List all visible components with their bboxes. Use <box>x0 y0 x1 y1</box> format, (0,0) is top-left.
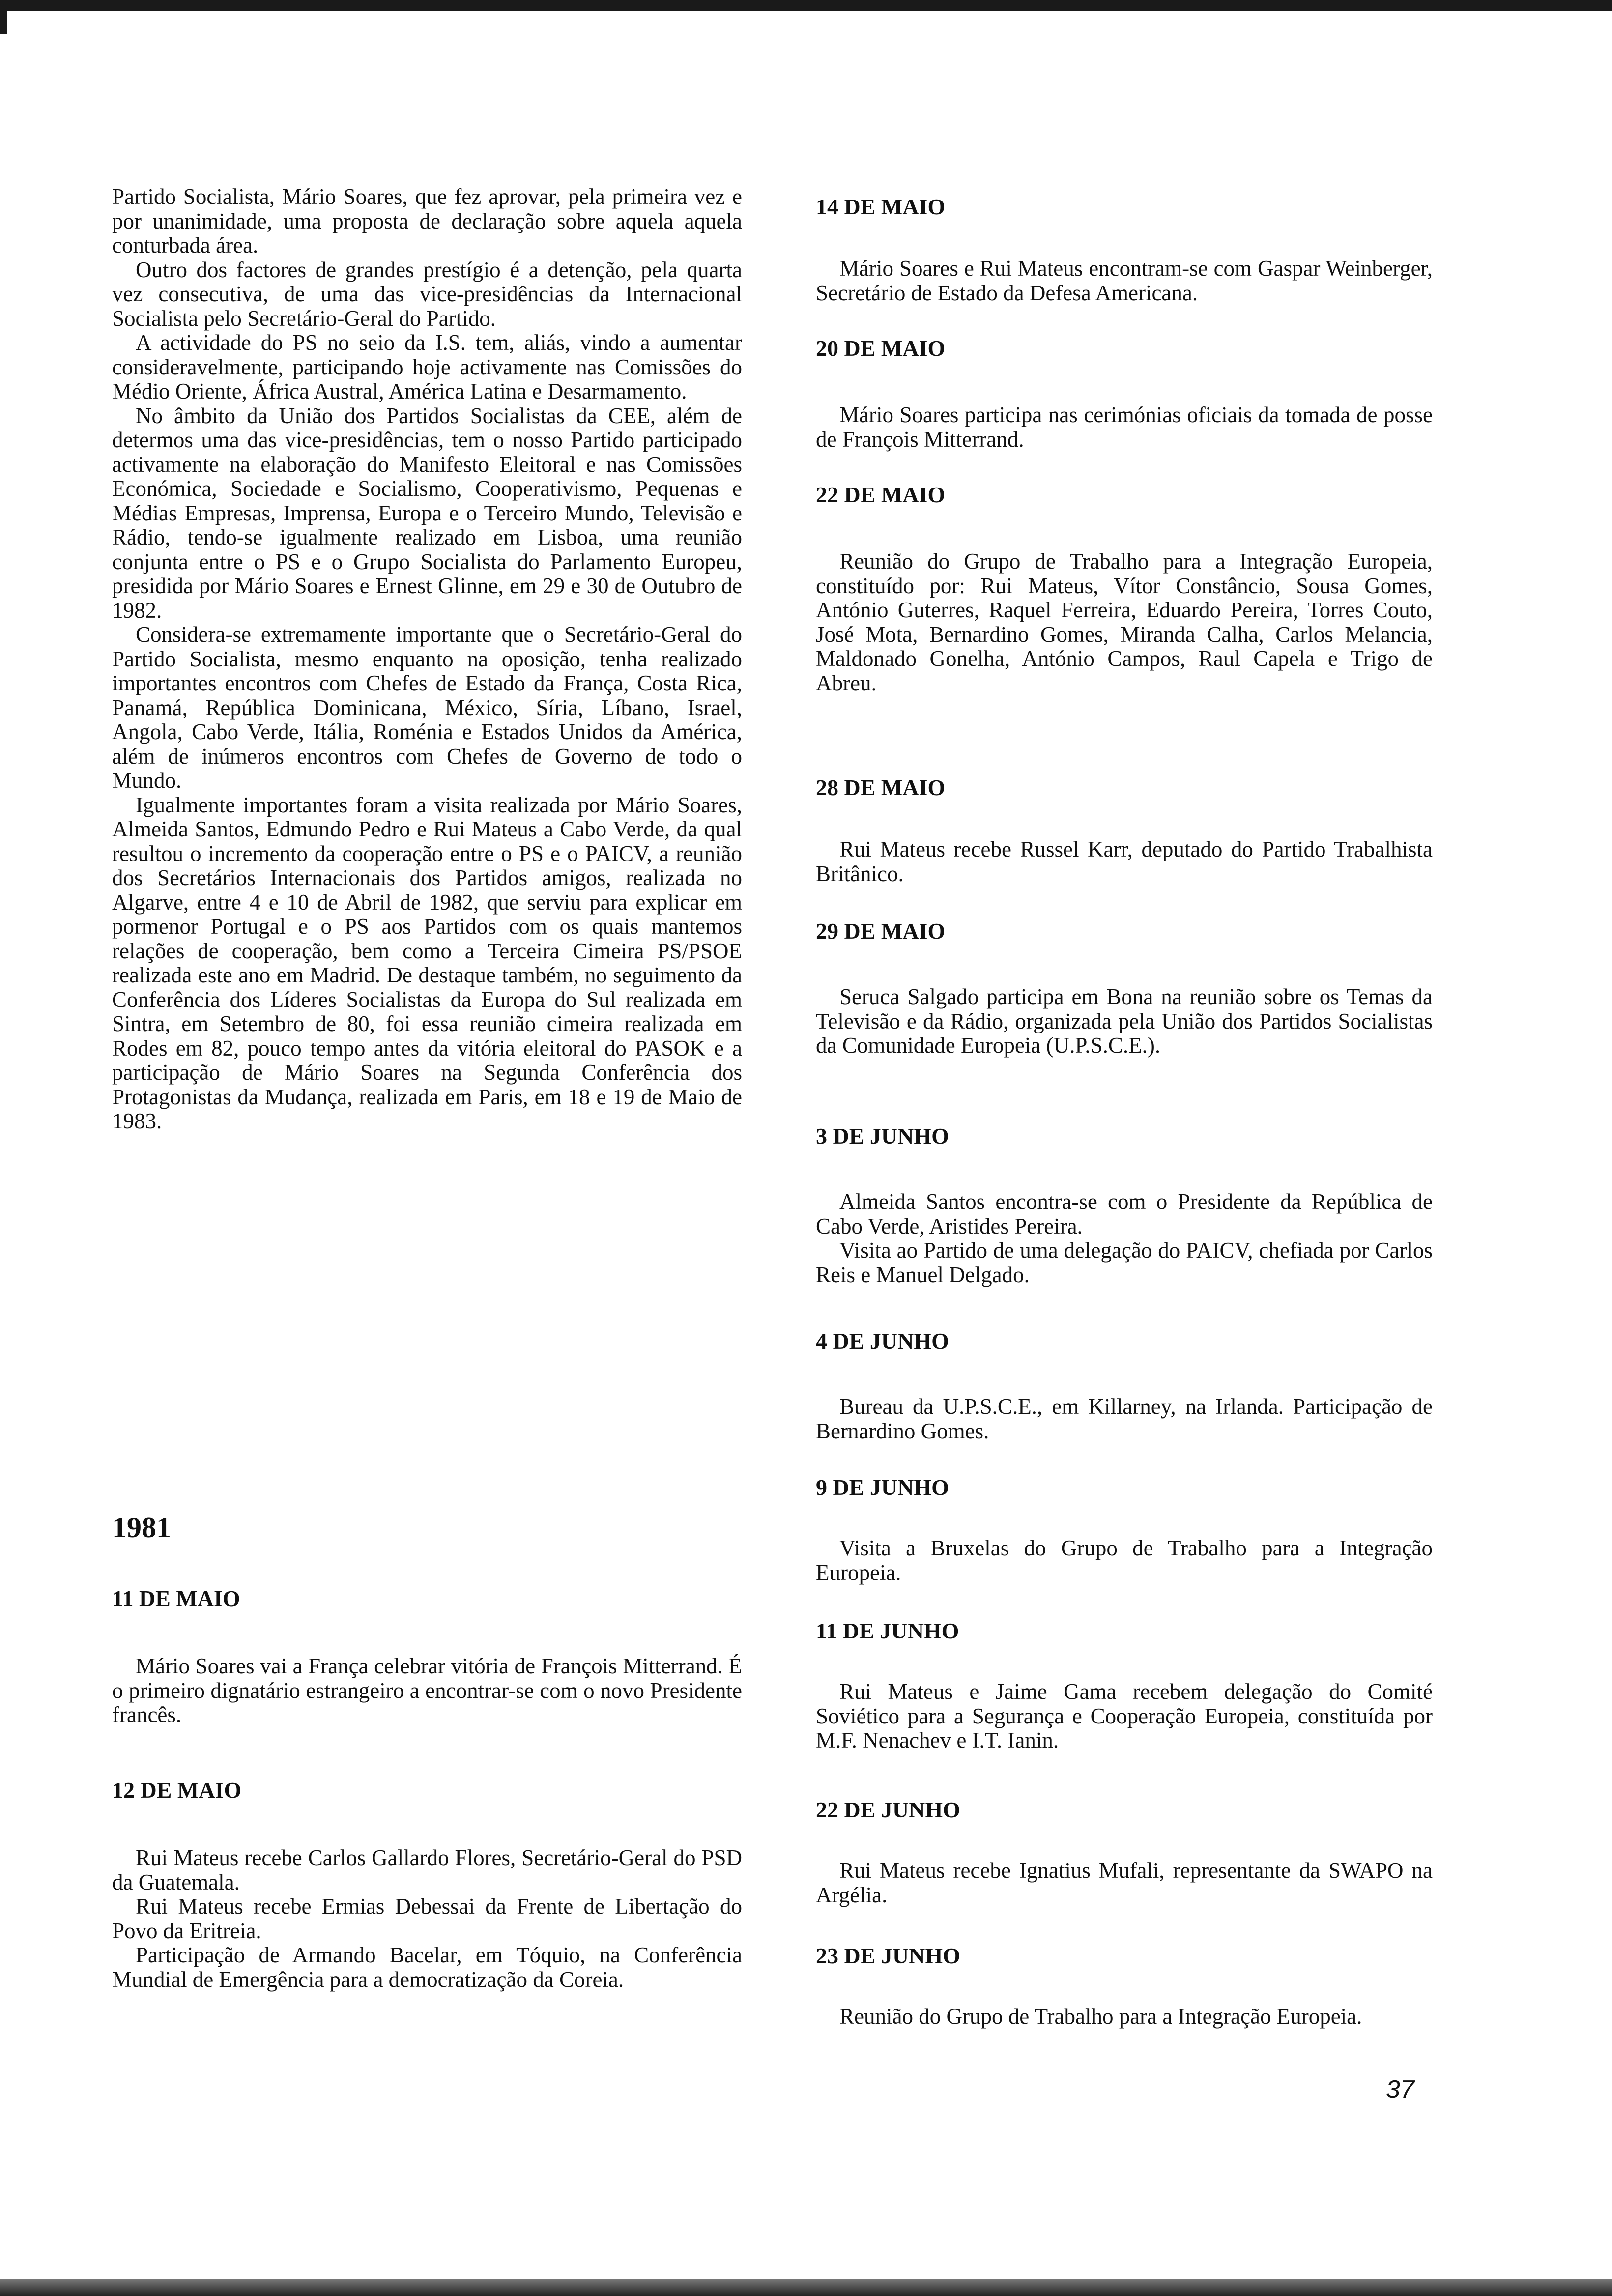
page-number: 37 <box>1386 2075 1414 2104</box>
paragraph: Igualmente importantes foram a visita realizada por Mário Soares, Almeida Santos, Edmundo Pedro e Rui Mateus a Cabo Verde, da qual resultou o incremento da cooperação entre o PS e o PAICV, a reunião dos Secretários Internacionais dos Partidos amigos, realizada no Algarve, entre 4 e 10 de Abril de 1982, que serviu para explicar em pormenor Portugal e o PS aos Partidos com os quais mantemos relações de cooperação, bem como a Terceira Cimeira PS/PSOE realizada este ano em Madrid. De destaque também, no seguimento da Conferência dos Líderes Socialistas da Europa do Sul realizada em Sintra, em Setembro de 80, foi essa reunião cimeira realizada em Rodes em 82, pouco tempo antes da vitória eleitoral do PASOK e a participação de Mário Soares na Segunda Conferência dos Protagonistas da Mudança, realizada em Paris, em 18 e 19 de Maio de 1983. <box>112 792 742 1133</box>
entry-text: Participação de Armando Bacelar, em Tóquio, na Conferência Mundial de Emergência para a democratização da Coreia. <box>112 1943 742 1992</box>
entry-date: 3 DE JUNHO <box>816 1123 949 1148</box>
entry-date: 23 DE JUNHO <box>816 1943 960 1968</box>
entry-text: Rui Mateus e Jaime Gama recebem delegação do Comité Soviético para a Segurança e Cooperação Europeia, constituída por M.F. Nenachev e I.T. Ianin. <box>816 1679 1433 1752</box>
entry-text: Rui Mateus recebe Carlos Gallardo Flores, Secretário-Geral do PSD da Guatemala. <box>112 1845 742 1894</box>
entry-text: Almeida Santos encontra-se com o Presidente da República de Cabo Verde, Aristides Pereira. <box>816 1189 1433 1238</box>
entry <box>816 775 1433 886</box>
entry-text: Rui Mateus recebe Ermias Debessai da Frente de Libertação do Povo da Eritreia. <box>112 1894 742 1943</box>
year-heading-block <box>112 1513 742 1542</box>
entry-date: 9 DE JUNHO <box>816 1475 949 1500</box>
scan-edge-top <box>0 0 1612 11</box>
entry-text: Rui Mateus recebe Ignatius Mufali, representante da SWAPO na Argélia. <box>816 1858 1433 1907</box>
entry <box>112 1586 742 1727</box>
entry-date: 12 DE MAIO <box>112 1778 242 1803</box>
entry <box>112 1778 742 1992</box>
entry-date: 11 DE MAIO <box>112 1586 240 1611</box>
entry <box>816 1124 1433 1287</box>
year-heading: 1981 <box>112 1511 171 1544</box>
entry <box>816 1944 1433 2029</box>
entry-date: 22 DE MAIO <box>816 482 946 507</box>
entry-text: Mário Soares e Rui Mateus encontram-se com Gaspar Weinberger, Secretário de Estado da Defesa Americana. <box>816 256 1433 305</box>
entry-text: Rui Mateus recebe Russel Karr, deputado do Partido Trabalhista Britânico. <box>816 837 1433 886</box>
entry-text: Reunião do Grupo de Trabalho para a Integração Europeia, constituído por: Rui Mateus, Vítor Constâncio, Sousa Gomes, António Guterres, Raquel Ferreira, Eduardo Pereira, Torres Couto, José Mota, Bernardino Gomes, Miranda Calha, Carlos Melancia, Maldonado Gonelha, António Campos, Raul Capela e Trigo de Abreu. <box>816 549 1433 695</box>
entry <box>816 195 1433 305</box>
entry-date: 11 DE JUNHO <box>816 1618 959 1643</box>
entry-text: Mário Soares participa nas cerimónias oficiais da tomada de posse de François Mitterrand. <box>816 402 1433 452</box>
scan-edge-corner <box>0 0 7 34</box>
paragraph: Considera-se extremamente importante que o Secretário-Geral do Partido Socialista, mesmo enquanto na oposição, tenha realizado importantes encontros com Chefes de Estado da França, Costa Rica, Panamá, República Dominicana, México, Síria, Líbano, Israel, Angola, Cabo Verde, Itália, Roménia e Estados Unidos da América, além de inúmeros encontros com Chefes de Governo de todo o Mundo. <box>112 622 742 793</box>
entry <box>816 1619 1433 1753</box>
paragraph: Outro dos factores de grandes prestígio é a detenção, pela quarta vez consecutiva, de uma das vice-presidências da Internacional Socialista pelo Secretário-Geral do Partido. <box>112 257 742 331</box>
entry-date: 14 DE MAIO <box>816 194 946 219</box>
entry-text: Visita ao Partido de uma delegação do PAICV, chefiada por Carlos Reis e Manuel Delgado. <box>816 1238 1433 1287</box>
entry-date: 20 DE MAIO <box>816 336 946 361</box>
entry <box>816 336 1433 452</box>
paragraph: Partido Socialista, Mário Soares, que fez aprovar, pela primeira vez e por unanimidade, uma proposta de declaração sobre aquela aquela conturbada área. <box>112 184 742 258</box>
entry <box>816 483 1433 695</box>
entry <box>816 1475 1433 1585</box>
entry-date: 29 DE MAIO <box>816 918 946 944</box>
entry-text: Bureau da U.P.S.C.E., em Killarney, na Irlanda. Participação de Bernardino Gomes. <box>816 1394 1433 1443</box>
entry-text: Seruca Salgado participa em Bona na reunião sobre os Temas da Televisão e da Rádio, organizada pela União dos Partidos Socialistas da Comunidade Europeia (U.P.S.C.E.). <box>816 984 1433 1058</box>
paragraph: No âmbito da União dos Partidos Socialistas da CEE, além de determos uma das vice-presidências, tem o nosso Partido participado activamente na elaboração do Manifesto Eleitoral e nas Comissões Económica, Sociedade e Socialismo, Cooperativismo, Pequenas e Médias Empresas, Imprensa, Europa e o Terceiro Mundo, Televisão e Rádio, tendo-se igualmente realizado em Lisboa, uma reunião conjunta entre o PS e o Grupo Socialista do Parlamento Europeu, presidida por Mário Soares e Ernest Glinne, em 29 e 30 de Outubro de 1982. <box>112 403 742 623</box>
entry <box>816 919 1433 1058</box>
scan-edge-bottom <box>0 2279 1612 2296</box>
entry-date: 22 DE JUNHO <box>816 1797 960 1822</box>
entry-text: Mário Soares vai a França celebrar vitória de François Mitterrand. É o primeiro dignatário estrangeiro a encontrar-se com o novo Presidente francês. <box>112 1654 742 1727</box>
paragraph: A actividade do PS no seio da I.S. tem, aliás, vindo a aumentar consideravelmente, participando hoje activamente nas Comissões do Médio Oriente, África Austral, América Latina e Desarmamento. <box>112 330 742 403</box>
entry-text: Reunião do Grupo de Trabalho para a Integração Europeia. <box>839 2004 1362 2029</box>
left-column-intro <box>112 185 742 1134</box>
entry <box>816 1329 1433 1443</box>
entry-text: Visita a Bruxelas do Grupo de Trabalho para a Integração Europeia. <box>816 1536 1433 1585</box>
entry-date: 4 DE JUNHO <box>816 1328 949 1353</box>
entry-date: 28 DE MAIO <box>816 775 946 800</box>
entry <box>816 1798 1433 1907</box>
